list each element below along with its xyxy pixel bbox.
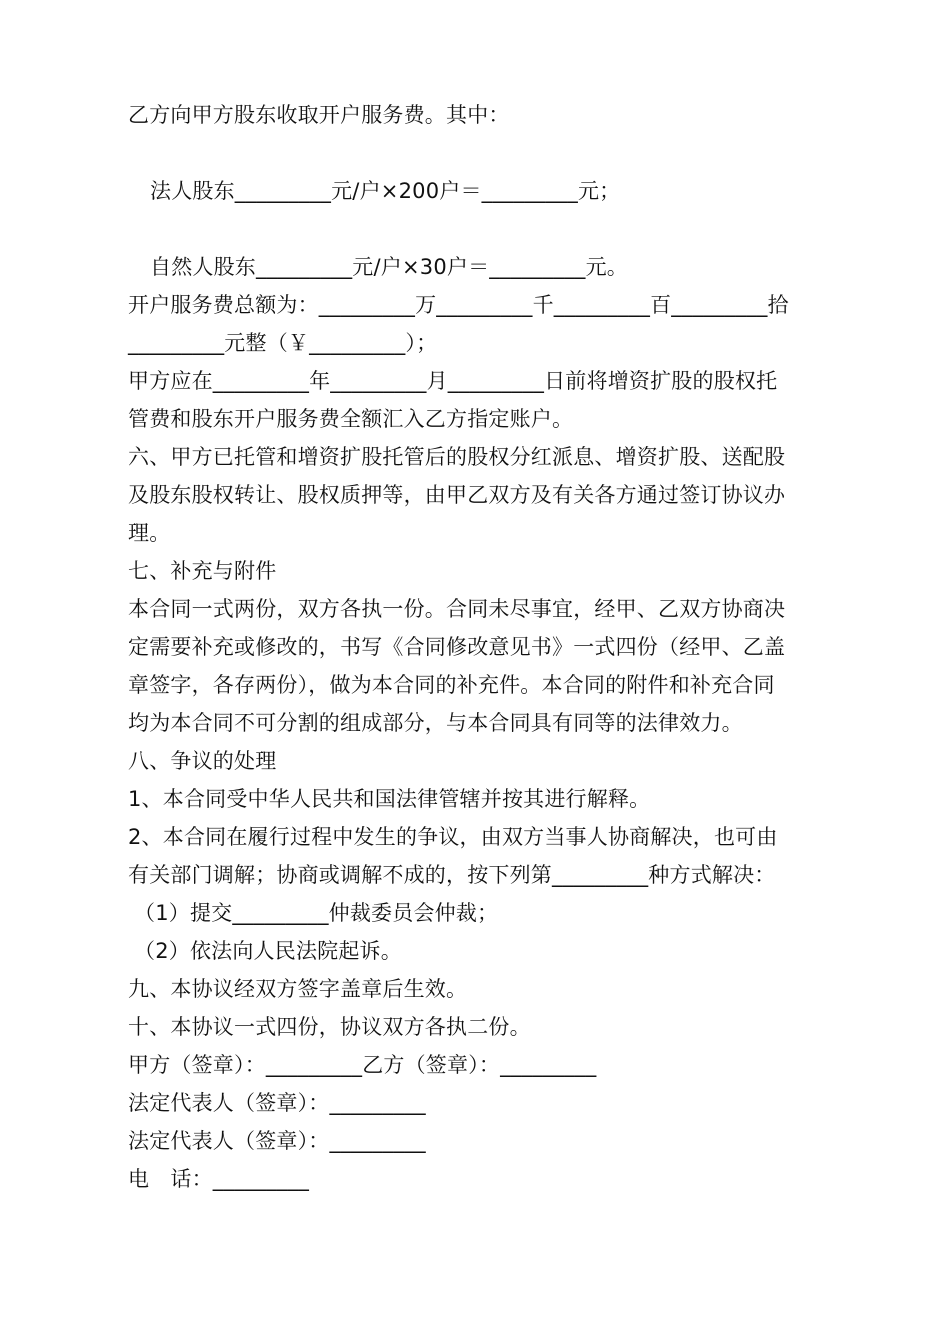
- payment-deadline-line: 甲方应在_________年_________月_________日前将增资扩股的股权托: [128, 369, 778, 393]
- payment-deadline-line-continued: 管费和股东开户服务费全额汇入乙方指定账户。: [128, 407, 574, 431]
- clause-six-line-3: 理。: [128, 521, 171, 545]
- legal-representative-line-1: 法定代表人（签章）：_________: [128, 1091, 426, 1115]
- natural-shareholder-fee-line: 自然人股东_________元/户×30户＝_________元。: [150, 255, 628, 279]
- total-fee-line: 开户服务费总额为：_________万_________千_________百_________拾: [128, 293, 789, 317]
- total-fee-line-continued: _________元整（￥_________）；: [128, 331, 438, 355]
- clause-seven-line-2: 定需要补充或修改的，书写《合同修改意见书》一式四份（经甲、乙盖: [128, 635, 786, 659]
- phone-line: 电 话：_________: [128, 1167, 310, 1191]
- clause-six-line-2: 及股东股权转让、股权质押等，由甲乙双方及有关各方通过签订协议办: [128, 483, 786, 507]
- clause-nine: 九、本协议经双方签字盖章后生效。: [128, 977, 468, 1001]
- clause-seven-heading: 七、补充与附件: [128, 559, 277, 583]
- clause-seven-line-3: 章签字，各存两份），做为本合同的补充件。本合同的附件和补充合同: [128, 673, 775, 697]
- clause-eight-item-2-line-1: 2、本合同在履行过程中发生的争议，由双方当事人协商解决，也可由: [128, 825, 778, 849]
- party-signature-line: 甲方（签章）：_________乙方（签章）：_________: [128, 1053, 597, 1077]
- fee-intro-line: 乙方向甲方股东收取开户服务费。其中：: [128, 103, 510, 127]
- dispute-option-2: （2）依法向人民法院起诉。: [134, 939, 402, 963]
- legal-shareholder-fee-line: 法人股东_________元/户×200户＝_________元；: [150, 179, 621, 203]
- dispute-option-1: （1）提交_________仲裁委员会仲裁；: [134, 901, 499, 925]
- legal-representative-line-2: 法定代表人（签章）：_________: [128, 1129, 426, 1153]
- clause-seven-line-4: 均为本合同不可分割的组成部分，与本合同具有同等的法律效力。: [128, 711, 743, 735]
- clause-eight-heading: 八、争议的处理: [128, 749, 277, 773]
- clause-six-line-1: 六、甲方已托管和增资扩股托管后的股权分红派息、增资扩股、送配股: [128, 445, 786, 469]
- clause-eight-item-1: 1、本合同受中华人民共和国法律管辖并按其进行解释。: [128, 787, 651, 811]
- clause-ten: 十、本协议一式四份，协议双方各执二份。: [128, 1015, 531, 1039]
- clause-eight-item-2-line-2: 有关部门调解；协商或调解不成的，按下列第_________种方式解决：: [128, 863, 776, 887]
- clause-seven-line-1: 本合同一式两份，双方各执一份。合同未尽事宜，经甲、乙双方协商决: [128, 597, 786, 621]
